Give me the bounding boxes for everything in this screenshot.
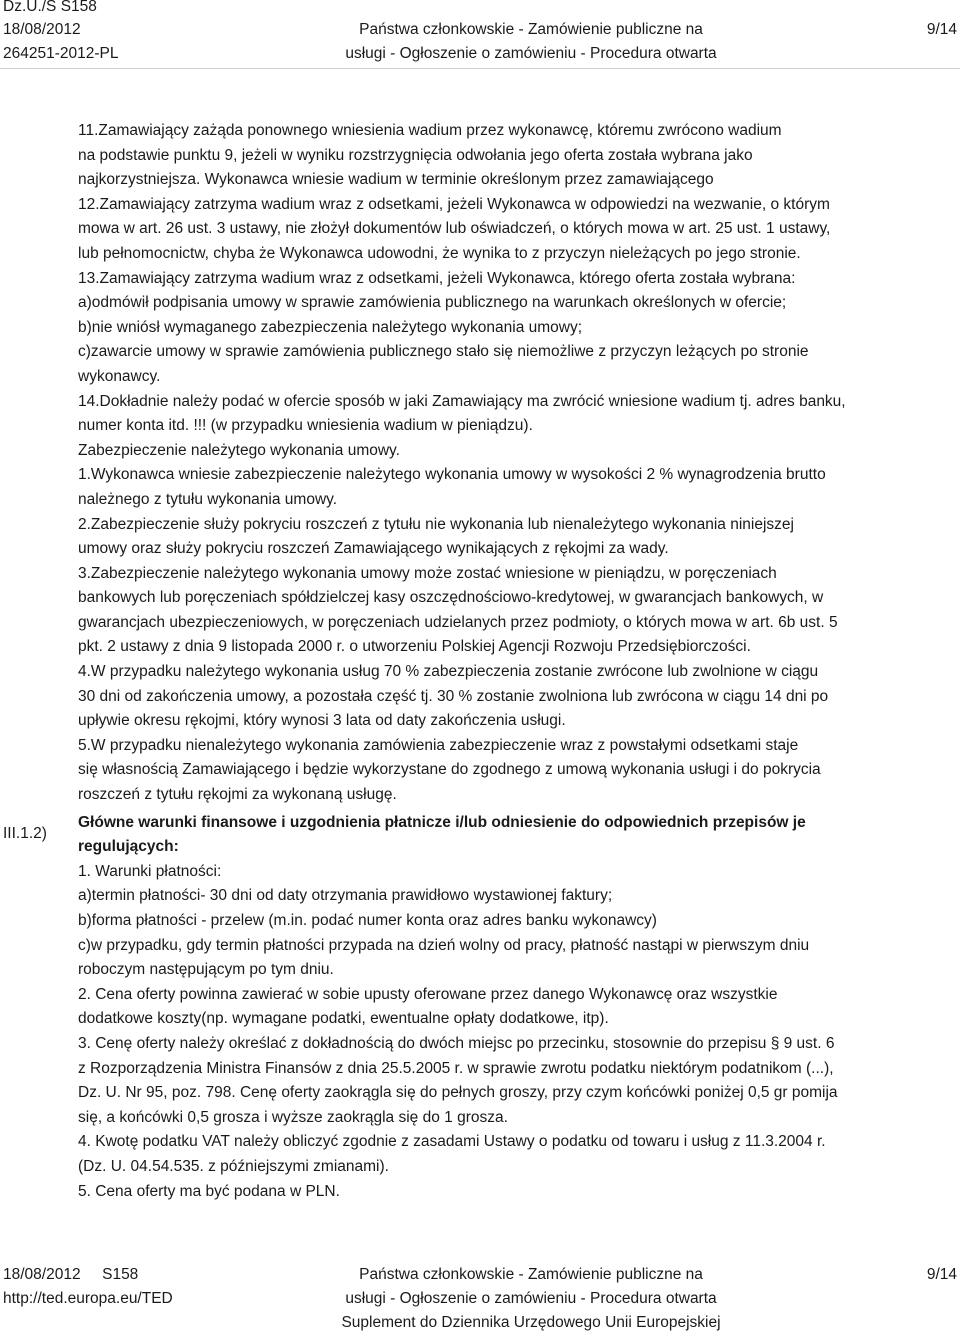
paragraph: 2.Zabezpieczenie służy pokryciu roszczeń z tytułu nie wykonania lub nienależytego wykonania niniejszej umowy oraz służy pokryciu roszczeń Zamawiającego wynikających z rękojmi za wady. (78, 515, 794, 558)
footer-page-number: 9/14 (926, 1266, 957, 1283)
section-paragraph: 3. Cenę oferty należy określać z dokładnością do dwóch miejsc po przecinku, stosownie do przepisu § 9 ust. 6 z Rozporządzenia Ministra Finansów z dnia 25.5.2005 r. w sprawie zwrotu podatku niektórym podatnikom (...), Dz. U. Nr 95, poz. 798. Cenę oferty zaokrągla się do pełnych groszy, przy czym końcówki poniżej 0,5 gr pomija się, a końcówki 0,5 grosza i wyższe zaokrągla się do 1 grosza. (78, 1034, 838, 1126)
footer-date-issue: 18/08/2012 S158 (3, 1266, 139, 1283)
paragraph: a)odmówił podpisania umowy w sprawie zamówienia publicznego na warunkach określonych w ofercie; (78, 294, 787, 312)
paragraph: 14.Dokładnie należy podać w ofercie sposób w jaki Zamawiający ma zwrócić wniesione wadium tj. adres banku, numer konta itd. !!! (w przypadku wniesienia wadium w pieniądzu). (78, 392, 846, 435)
paragraph: b)nie wniósł wymaganego zabezpieczenia należytego wykonania umowy; (78, 318, 583, 336)
header-page-number: 9/14 (926, 21, 957, 38)
paragraph: 5.W przypadku nienależytego wykonania zamówienia zabezpieczenie wraz z powstałymi odsetkami staje się własnością Zamawiającego i będzie wykorzystane do zgodnego z umową wykonania usługi i do pokrycia roszczeń z tytułu rękojmi za wykonaną usługę. (78, 736, 821, 804)
paragraph: 11.Zamawiający zażąda ponownego wniesienia wadium przez wykonawcę, któremu zwrócono wadium na podstawie punktu 9, jeżeli w wyniku rozstrzygnięcia odwołania jego oferta została wybrana jako najkorzystniejsza. Wykonawca wniesie wadium w terminie określonym przez zamawiającego (78, 122, 782, 189)
footer-title-line3: Suplement do Dziennika Urzędowego Unii Europejskiej (341, 1314, 721, 1331)
section-paragraph: 4. Kwotę podatku VAT należy obliczyć zgodnie z zasadami Ustawy o podatku od towaru i usług z 11.3.2004 r. (Dz. U. 04.54.535. z późniejszymi zmianami). (78, 1133, 826, 1175)
header-date: 18/08/2012 (3, 21, 81, 38)
footer-title-line2: usługi - Ogłoszenie o zamówieniu - Procedura otwarta (345, 1290, 717, 1307)
header-divider (0, 68, 960, 69)
paragraph: 3.Zabezpieczenie należytego wykonania umowy może zostać wniesione w pieniądzu, w poręczeniach bankowych lub poręczeniach spółdzielczej kasy oszczędnościowo-kredytowej, w gwarancjach bankowych, w gwarancjach ubezpieczeniowych, w poręczeniach udzielanych przez podmioty, o których mowa w art. 6b ust. 5 pkt. 2 ustawy z dnia 9 listopada 2000 r. o utworzeniu Polskiej Agencji Rozwoju Przedsiębiorczości. (78, 564, 838, 656)
section-paragraph: 2. Cena oferty powinna zawierać w sobie upusty oferowane przez danego Wykonawcę oraz wszystkie dodatkowe koszty(np. wymagane podatki, ewentualne opłaty dodatkowe, itp). (78, 985, 778, 1028)
paragraph: 1.Wykonawca wniesie zabezpieczenie należytego wykonania umowy w wysokości 2 % wynagrodzenia brutto należnego z tytułu wykonania umowy. (78, 466, 826, 508)
section-paragraph: c)w przypadku, gdy termin płatności przypada na dzień wolny od pracy, płatność nastąpi w pierwszym dniu roboczym następującym po tym dniu. (78, 936, 810, 979)
paragraph: 13.Zamawiający zatrzyma wadium wraz z odsetkami, jeżeli Wykonawca, którego oferta została wybrana: (78, 269, 796, 287)
paragraph: 4.W przypadku należytego wykonania usług 70 % zabezpieczenia zostanie zwrócone lub zwolnione w ciągu 30 dni od zakończenia umowy, a pozostała część tj. 30 % zostanie zwolniona lub zwrócona w ciągu 14 dni po upływie okresu rękojmi, który wynosi 3 lata od daty zakończenia usługi. (78, 663, 829, 730)
footer-title-line1: Państwa członkowskie - Zamówienie publiczne na (359, 1266, 703, 1283)
section-paragraph: a)termin płatności- 30 dni od daty otrzymania prawidłowo wystawionej faktury; (78, 887, 613, 905)
header-title-line1: Państwa członkowskie - Zamówienie publiczne na (359, 21, 703, 38)
footer-url[interactable]: http://ted.europa.eu/TED (3, 1290, 173, 1307)
header-title-line2: usługi - Ogłoszenie o zamówieniu - Procedura otwarta (345, 45, 717, 62)
section-label: III.1.2) (3, 825, 47, 842)
notice-id: 264251-2012-PL (3, 45, 119, 62)
section-title: Główne warunki finansowe i uzgodnienia płatnicze i/lub odniesienie do odpowiednich przepisów je regulujących: (78, 813, 806, 856)
paragraph: c)zawarcie umowy w sprawie zamówienia publicznego stało się niemożliwe z przyczyn leżących po stronie wykonawcy. (78, 343, 809, 385)
document-body (78, 119, 958, 1204)
section-paragraph: b)forma płatności - przelew (m.in. podać numer konta oraz adres banku wykonawcy) (78, 912, 657, 929)
paragraph: Zabezpieczenie należytego wykonania umowy. (78, 441, 400, 459)
doc-reference: Dz.U./S S158 (3, 0, 97, 15)
paragraph: 12.Zamawiający zatrzyma wadium wraz z odsetkami, jeżeli Wykonawca w odpowiedzi na wezwanie, o którym mowa w art. 26 ust. 3 ustawy, nie złożył dokumentów lub oświadczeń, o których mowa w art. 25 ust. 1 ustawy, lub pełnomocnictw, chyba że Wykonawca udowodni, że wynika to z przyczyn nieleżących po jego stronie. (78, 195, 831, 262)
section-paragraph: 1. Warunki płatności: (78, 862, 222, 880)
section-paragraph: 5. Cena oferty ma być podana w PLN. (78, 1182, 340, 1200)
